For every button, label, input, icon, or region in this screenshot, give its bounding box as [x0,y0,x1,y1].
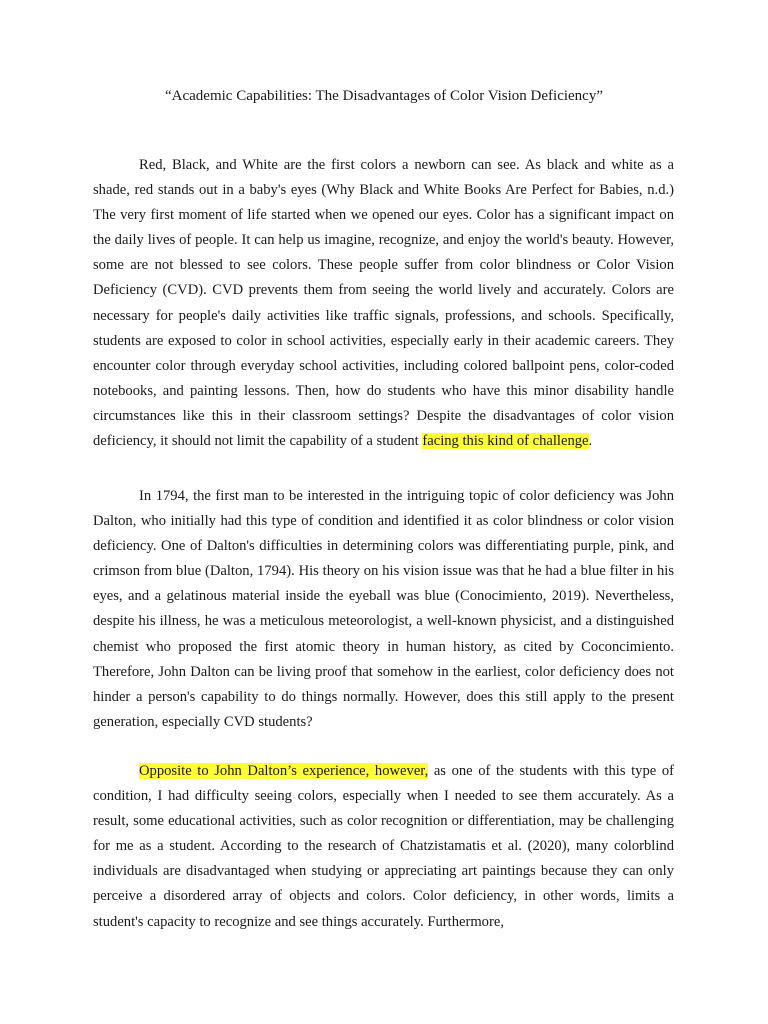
paragraph-1-text: Red, Black, and White are the first colors a newborn can see. As black and white as a shade, red stands out in a baby's eyes (Why Black and White Books Are Perfect for Babies, n.d.) The very first moment of life started when we opened our eyes. Color has a significant impact on the daily lives of people. It can help us imagine, recognize, and enjoy the world's beauty. However, some are not blessed to see colors. These people suffer from color blindness or Color Vision Deficiency (CVD). CVD prevents them from seeing the world lively and accurately. Colors are necessary for people's daily activities like traffic signals, professions, and schools. Specifically, students are exposed to color in school activities, especially early in their academic careers. They encounter color through everyday school activities, including colored ballpoint pens, color-coded notebooks, and painting lessons. Then, how do students who have this minor disability handle circumstances like this in their classroom settings? Despite the disadvantages of color vision deficiency, it should not limit the capability of a student [93,157,674,450]
paragraph-3-highlight: Opposite to John Dalton’s experience, however, [139,763,429,779]
paragraph-3-text: as one of the students with this type of condition, I had difficulty seeing colors, especially when I needed to see them accurately. As a result, some educational activities, such as color recognition or differentiation, may be challenging for me as a student. According to the research of Chatzistamatis et al. (2020), many colorblind individuals are disadvantaged when studying or appreciating art paintings because they can only perceive a disordered array of objects and colors. Color deficiency, in other words, limits a student's capacity to recognize and see things accurately. Furthermore, [93,763,675,930]
paragraph-1 [93,153,674,454]
paragraph-1-highlight: facing this kind of challenge [422,433,589,450]
paragraph-2-text: In 1794, the first man to be interested in the intriguing topic of color deficiency was John Dalton, who initially had this type of condition and identified it as color blindness or color vision deficiency. One of Dalton's difficulties in determining colors was differentiating purple, pink, and crimson from blue (Dalton, 1794). His theory on his vision issue was that he had a blue filter in his eyes, and a gelatinous material inside the eyeball was blue (Conocimiento, 2019). Nevertheless, despite his illness, he was a meticulous meteorologist, a well-known physicist, and a distinguished chemist who proposed the first atomic theory in human history, as cited by Coconcimiento. Therefore, John Dalton can be living proof that somehow in the earliest, color deficiency does not hinder a person's capability to do things normally. However, does this still apply to the present generation, especially CVD students? [93,488,674,730]
paragraph-2 [93,484,674,735]
paragraph-3 [93,759,674,935]
document-title: “Academic Capabilities: The Disadvantages of Color Vision Deficiency” [165,88,603,104]
paragraph-1-end: . [588,433,593,450]
